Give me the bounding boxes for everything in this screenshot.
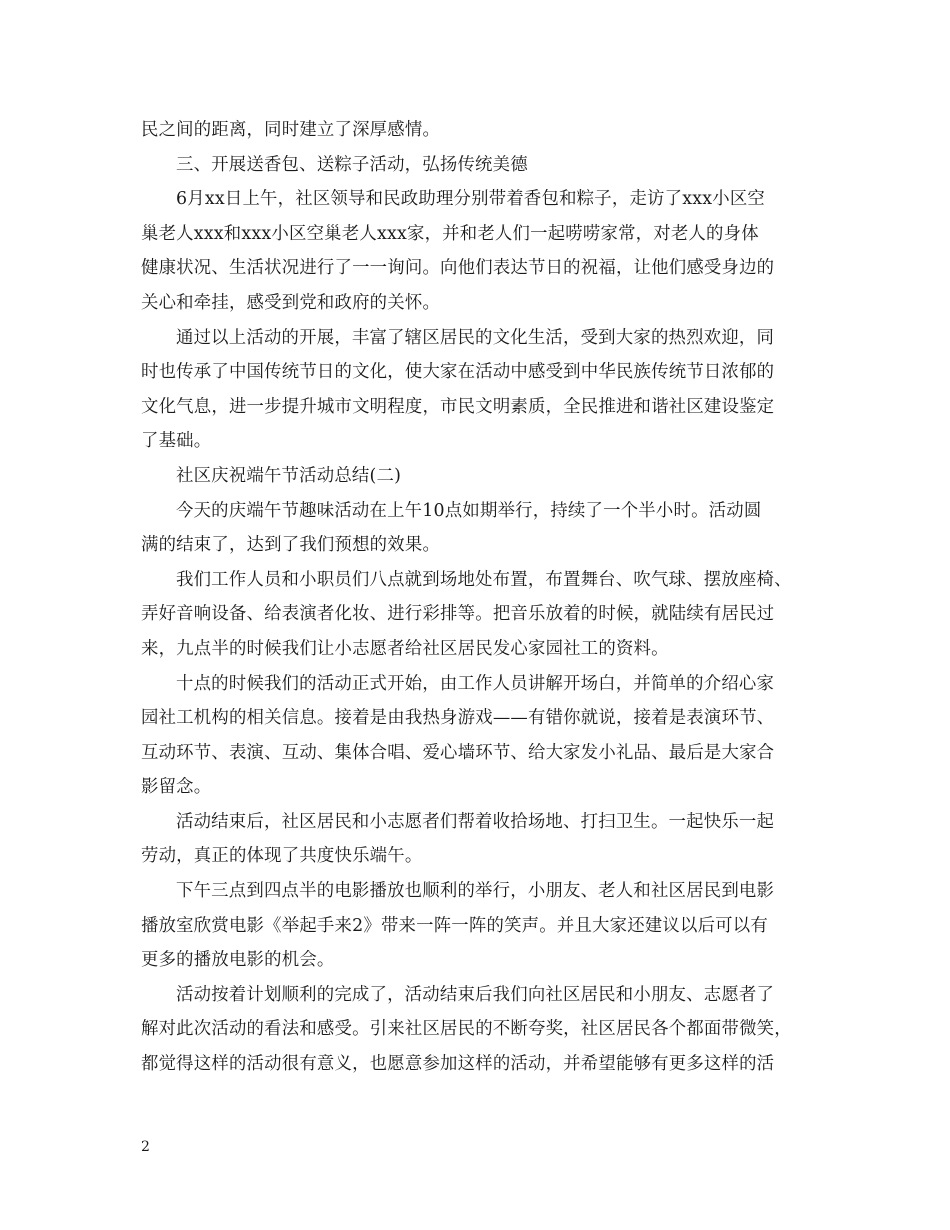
text-line: 播放室欣赏电影《举起手来2》带来一阵一阵的笑声。并且大家还建议以后可以有	[141, 915, 768, 936]
text-line: 下午三点到四点半的电影播放也顺利的举行，小朋友、老人和社区居民到电影	[176, 881, 775, 902]
text-line: 三、开展送香包、送粽子活动，弘扬传统美德	[176, 154, 528, 175]
text-line: 解对此次活动的看法和感受。引来社区居民的不断夸奖，社区居民各个都面带微笑，	[141, 1019, 792, 1040]
text-line: 民之间的距离，同时建立了深厚感情。	[141, 120, 441, 140]
text-line: 时也传承了中国传统节日的文化，使大家在活动中感受到中华民族传统节日浓郁的	[141, 362, 775, 383]
text-line: 园社工机构的相关信息。接着是由我热身游戏——有错你就说，接着是表演环节、	[141, 708, 775, 729]
text-line: 满的结束了，达到了我们预想的效果。	[141, 535, 441, 556]
text-line: 社区庆祝端午节活动总结(二)	[176, 465, 402, 486]
text-line: 劳动，真正的体现了共度快乐端午。	[141, 846, 423, 867]
page-number: 2	[141, 1139, 150, 1155]
text-line: 活动按着计划顺利的完成了，活动结束后我们向社区居民和小朋友、志愿者了	[176, 984, 775, 1005]
text-line: 健康状况、生活状况进行了一一询问。向他们表达节日的祝福，让他们感受身边的	[141, 258, 775, 279]
text-line: 我们工作人员和小职员们八点就到场地处布置，布置舞台、吹气球、摆放座椅、	[176, 569, 792, 590]
text-line: 关心和牵挂，感受到党和政府的关怀。	[141, 292, 441, 313]
text-line: 都觉得这样的活动很有意义，也愿意参加这样的活动，并希望能够有更多这样的活	[141, 1054, 775, 1075]
text-line: 巢老人xxx和xxx小区空巢老人xxx家，并和老人们一起唠唠家常，对老人的身体	[141, 223, 759, 244]
text-line: 6月xx日上午，社区领导和民政助理分别带着香包和粽子，走访了xxx小区空	[176, 189, 766, 210]
text-line: 影留念。	[141, 777, 212, 798]
text-line: 了基础。	[141, 431, 212, 452]
text-line: 更多的播放电影的机会。	[141, 950, 335, 971]
text-line: 通过以上活动的开展，丰富了辖区居民的文化生活，受到大家的热烈欢迎，同	[176, 327, 775, 348]
text-line: 活动结束后，社区居民和小志愿者们帮着收拾场地、打扫卫生。一起快乐一起	[176, 811, 775, 832]
text-line: 文化气息，进一步提升城市文明程度，市民文明素质，全民推进和谐社区建设鉴定	[141, 396, 775, 417]
text-line: 弄好音响设备、给表演者化妆、进行彩排等。把音乐放着的时候，就陆续有居民过	[141, 604, 775, 625]
text-line: 十点的时候我们的活动正式开始，由工作人员讲解开场白，并简单的介绍心家	[176, 673, 775, 694]
text-line: 互动环节、表演、互动、集体合唱、爱心墙环节、给大家发小礼品、最后是大家合	[141, 742, 775, 763]
body-text	[141, 113, 813, 1082]
text-line: 来，九点半的时候我们让小志愿者给社区居民发心家园社工的资料。	[141, 638, 669, 659]
text-line: 今天的庆端午节趣味活动在上午10点如期举行，持续了一个半小时。活动圆	[176, 500, 762, 521]
